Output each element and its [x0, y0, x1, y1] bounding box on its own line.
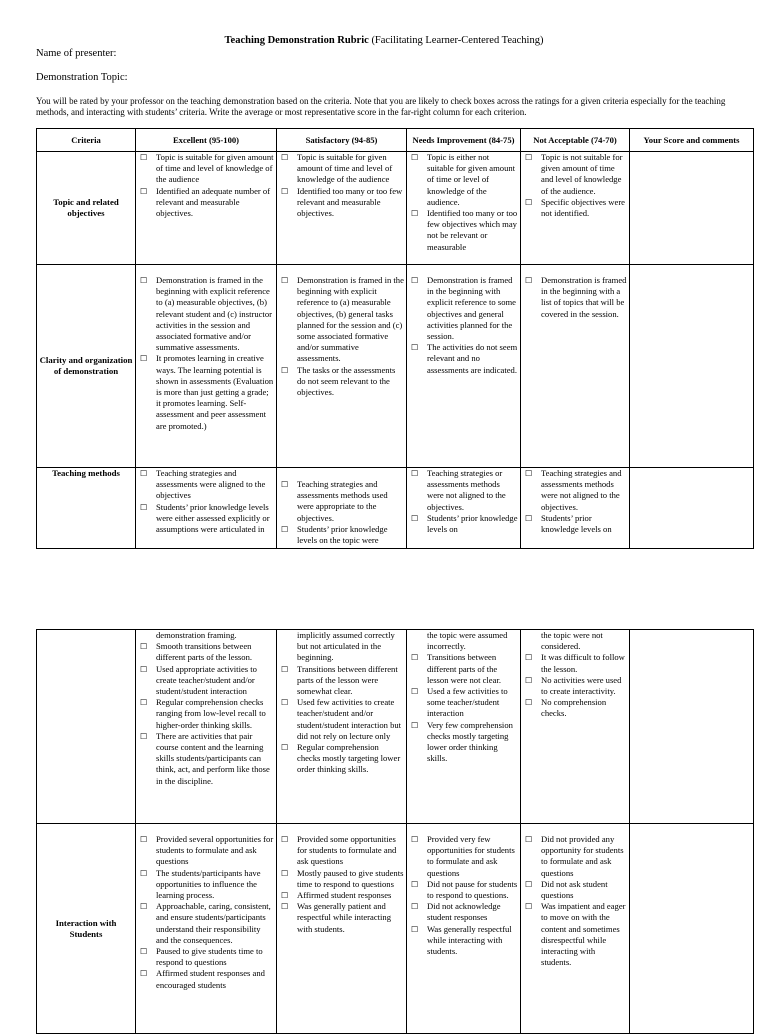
rubric-table-page1 [36, 128, 754, 549]
list-item [279, 901, 404, 935]
criterion-text: Affirmed student responses and encouraged students [156, 968, 265, 990]
checkbox-icon[interactable]: ☐ [140, 835, 148, 844]
criterion-text: Topic is suitable for given amount of time and level of knowledge of the audience [297, 152, 393, 185]
criterion-text: Demonstration is framed in the beginning with a list of topics that will be covered in the session. [541, 275, 627, 319]
rubric-table-page2 [36, 629, 754, 1034]
satisfactory-cell [277, 152, 407, 265]
list-item [138, 353, 274, 431]
criteria-bullet-list [523, 468, 627, 535]
criteria-bullet-list [279, 152, 404, 219]
list-item [138, 502, 274, 536]
excellent-cell [136, 468, 277, 549]
checkbox-icon[interactable]: ☐ [140, 731, 148, 741]
criterion-text: Identified an adequate number of relevant and measurable objectives. [156, 185, 271, 219]
criterion-text: Regular comprehension checks mostly targeting lower order thinking skills. [297, 742, 401, 775]
criteria-bullet-list [279, 479, 404, 546]
continued-text: implicitly assumed correctly but not articulated in the beginning. [297, 630, 395, 663]
checkbox-icon[interactable]: ☐ [281, 835, 289, 844]
criterion-text: Specific objectives were not identified. [541, 196, 625, 219]
criterion-text: The tasks or the assessments do not seem relevant to the objectives. [297, 364, 396, 398]
criterion-text: Used appropriate activities to create teacher/student and/or student/student interaction [156, 663, 257, 697]
checkbox-icon[interactable]: ☐ [525, 197, 533, 207]
criterion-text: Teaching strategies and assessments methods were not aligned to the objectives. [541, 468, 622, 512]
list-item [523, 513, 627, 535]
criterion-text: It was difficult to follow the lesson. [541, 652, 625, 674]
criterion-text: Provided some opportunities for students to formulate and ask questions [297, 834, 397, 867]
row-topic-objectives [37, 152, 754, 265]
list-item [523, 879, 627, 901]
checkbox-icon[interactable]: ☐ [411, 902, 419, 912]
list-item [279, 890, 404, 901]
criterion-text: Demonstration is framed in the beginning with explicit reference to (a) measurable objectives, (b) relevant student and (c) instructor activities in the session and associated formative and/or summative assessments. [156, 275, 272, 353]
checkbox-icon[interactable]: ☐ [140, 186, 148, 196]
criterion-text: Identified too many or too few relevant and measurable objectives. [297, 185, 403, 219]
list-item [409, 152, 518, 208]
checkbox-icon[interactable]: ☐ [525, 675, 533, 685]
list-item [409, 652, 518, 686]
list-item [279, 275, 404, 365]
list-item [138, 664, 274, 698]
checkbox-icon[interactable]: ☐ [281, 153, 289, 162]
criterion-text: No activities were used to create interactivity. [541, 674, 622, 697]
checkbox-icon[interactable]: ☐ [281, 868, 289, 878]
excellent-cell [136, 265, 277, 468]
needs-improvement-cell [407, 468, 521, 549]
document-title [0, 35, 768, 46]
checkbox-icon[interactable]: ☐ [281, 664, 289, 674]
criterion-text: Topic is suitable for given amount of time and level of knowledge of the audience [156, 152, 274, 185]
checkbox-icon[interactable]: ☐ [140, 469, 148, 478]
criterion-text: Did not pause for students to respond to questions. [427, 878, 518, 901]
checkbox-icon[interactable]: ☐ [411, 687, 419, 697]
header-needs-improvement: Needs Improvement (84-75) [407, 129, 521, 152]
score-cell[interactable] [630, 824, 754, 1034]
criterion-text: Approachable, caring, consistent, and ensure students/participants understand their responsibility and the consequences. [156, 901, 271, 945]
criteria-bullet-list [409, 468, 518, 535]
checkbox-icon[interactable]: ☐ [525, 153, 533, 162]
not-acceptable-cell [521, 824, 630, 1034]
row-clarity-organization [37, 265, 754, 468]
list-item [279, 742, 404, 776]
title-bold: Teaching Demonstration Rubric [224, 35, 369, 46]
list-item [279, 365, 404, 399]
criterion-text: Topic is not suitable for given amount of time and level of knowledge of the audience. [541, 152, 623, 196]
row-teaching-methods-continued [37, 630, 754, 824]
list-item [138, 901, 274, 946]
list-item [279, 834, 404, 868]
criteria-bullet-list [409, 652, 518, 764]
list-item [138, 946, 274, 968]
criteria-bullet-list [138, 275, 274, 432]
criterion-text: Smooth transitions between different parts of the lesson. [156, 641, 253, 663]
criteria-bullet-list [523, 834, 627, 968]
checkbox-icon[interactable]: ☐ [525, 879, 533, 889]
checkbox-icon[interactable]: ☐ [140, 969, 148, 979]
criterion-text: The activities do not seem relevant and no assessments are indicated. [427, 342, 518, 375]
checkbox-icon[interactable]: ☐ [411, 343, 419, 353]
criterion-text: Students’ prior knowledge levels on [541, 512, 612, 535]
list-item [138, 968, 274, 990]
checkbox-icon[interactable]: ☐ [281, 524, 289, 534]
checkbox-icon[interactable]: ☐ [281, 365, 289, 375]
criterion-text: Topic is either not suitable for given amount of time or level of knowledge of the audience. [427, 152, 516, 207]
criteria-bullet-list [279, 834, 404, 935]
needs-improvement-cell [407, 630, 521, 824]
checkbox-icon[interactable]: ☐ [140, 502, 148, 512]
checkbox-icon[interactable]: ☐ [525, 835, 533, 844]
list-item [409, 208, 518, 253]
list-item [523, 468, 627, 513]
criterion-text: Regular comprehension checks ranging from low-level recall to higher-order thinking skills. [156, 697, 266, 730]
criteria-bullet-list [409, 152, 518, 253]
list-item [409, 901, 518, 923]
continued-text: the topic were assumed incorrectly. [427, 630, 508, 652]
excellent-cell [136, 152, 277, 265]
criterion-text: It promotes learning in creative ways. The learning potential is shown in assessments (Evaluation is more than just getting a grade; it promotes learning. Self-assessment and peer assessment are promoted.) [156, 353, 274, 431]
satisfactory-cell [277, 824, 407, 1034]
checkbox-icon[interactable]: ☐ [411, 835, 419, 844]
criterion-text: The students/participants have opportunities to influence the learning process. [156, 867, 261, 901]
criterion-text: Demonstration is framed in the beginning with explicit reference to (a) measurable objectives, (b) general tasks planned for the session and (c) some associated formative and/or summative assessments. [297, 275, 404, 364]
criterion-text: Did not acknowledge student responses [427, 901, 501, 923]
not-acceptable-cell [521, 630, 630, 824]
list-item [279, 868, 404, 890]
needs-improvement-cell [407, 152, 521, 265]
criterion-text: Provided very few opportunities for students to formulate and ask questions [427, 834, 515, 878]
checkbox-icon[interactable]: ☐ [140, 276, 148, 285]
list-item [409, 879, 518, 901]
checkbox-icon[interactable]: ☐ [140, 354, 148, 364]
header-satisfactory: Satisfactory (94-85) [277, 129, 407, 152]
header-row [37, 129, 754, 152]
list-item [279, 664, 404, 698]
score-cell[interactable] [630, 468, 754, 549]
criterion-text: Affirmed student responses [297, 890, 392, 901]
criterion-text: Teaching strategies or assessments methods were not aligned to the objectives. [427, 468, 506, 512]
header-excellent: Excellent (95-100) [136, 129, 277, 152]
criterion-text: Students’ prior knowledge levels on [427, 512, 518, 535]
checkbox-icon[interactable]: ☐ [140, 153, 148, 162]
header-score-comments: Your Score and comments [630, 129, 754, 152]
needs-improvement-cell [407, 265, 521, 468]
criterion-text: Demonstration is framed in the beginning with explicit reference to some objectives and general activities planned for the session. [427, 275, 516, 342]
list-item [138, 468, 274, 502]
excellent-cell [136, 824, 277, 1034]
list-item [138, 834, 274, 868]
list-item [138, 641, 274, 663]
checkbox-icon[interactable]: ☐ [411, 209, 419, 219]
criterion-text: Teaching strategies and assessments were aligned to the objectives [156, 468, 266, 501]
criteria-cell: Teaching methods [37, 468, 136, 549]
checkbox-icon[interactable]: ☐ [140, 664, 148, 674]
criteria-bullet-list [138, 641, 274, 787]
criterion-text: Was impatient and eager to move on with the content and sometimes disrespectful while interacting with students. [541, 901, 626, 968]
criterion-text: Transitions between different parts of the lesson were somewhat clear. [297, 663, 398, 697]
list-item [279, 186, 404, 220]
score-cell[interactable] [630, 152, 754, 265]
checkbox-icon[interactable]: ☐ [525, 902, 533, 912]
list-item [138, 697, 274, 731]
criterion-text: Used a few activities to some teacher/student interaction [427, 686, 508, 719]
list-item [523, 152, 627, 197]
checkbox-icon[interactable]: ☐ [140, 947, 148, 957]
checkbox-icon[interactable]: ☐ [281, 698, 289, 708]
list-item [409, 275, 518, 342]
list-item [409, 686, 518, 720]
criterion-text: Did not ask student questions [541, 878, 608, 901]
criterion-text: Students’ prior knowledge levels on the topic were [297, 523, 388, 546]
not-acceptable-cell [521, 265, 630, 468]
satisfactory-cell [277, 468, 407, 549]
criterion-text: Did not provided any opportunity for students to formulate and ask questions [541, 834, 624, 878]
checkbox-icon[interactable]: ☐ [411, 469, 419, 478]
score-cell[interactable] [630, 265, 754, 468]
criteria-bullet-list [523, 652, 627, 719]
list-item [409, 924, 518, 958]
criteria-bullet-list [138, 834, 274, 991]
score-cell[interactable] [630, 630, 754, 824]
checkbox-icon[interactable]: ☐ [411, 879, 419, 889]
criteria-bullet-list [138, 152, 274, 219]
header-criteria: Criteria [37, 129, 136, 152]
checkbox-icon[interactable]: ☐ [525, 653, 533, 663]
criterion-text: Students’ prior knowledge levels were either assessed explicitly or assumptions were articulated in [156, 501, 270, 535]
criteria-cell: Interaction with Students [37, 824, 136, 1034]
list-item [409, 342, 518, 376]
list-item [523, 652, 627, 674]
checkbox-icon[interactable]: ☐ [525, 698, 533, 708]
criterion-text: No comprehension checks. [541, 697, 607, 719]
checkbox-icon[interactable]: ☐ [411, 924, 419, 934]
list-item [279, 697, 404, 742]
checkbox-icon[interactable]: ☐ [525, 513, 533, 523]
checkbox-icon[interactable]: ☐ [411, 513, 419, 523]
checkbox-icon[interactable]: ☐ [411, 153, 419, 162]
checkbox-icon[interactable]: ☐ [140, 642, 148, 652]
satisfactory-cell [277, 265, 407, 468]
row-teaching-methods [37, 468, 754, 549]
checkbox-icon[interactable]: ☐ [411, 720, 419, 730]
checkbox-icon[interactable]: ☐ [281, 743, 289, 753]
presenter-name-label: Name of presenter: [36, 48, 117, 59]
criteria-bullet-list [279, 664, 404, 776]
list-item [138, 275, 274, 353]
list-item [523, 697, 627, 719]
list-item [409, 834, 518, 879]
criteria-cell: Topic and related objectives [37, 152, 136, 265]
list-item [138, 731, 274, 787]
list-item [523, 197, 627, 219]
list-item [279, 152, 404, 186]
title-subtitle: (Facilitating Learner-Centered Teaching) [368, 35, 544, 46]
criterion-text: Teaching strategies and assessments methods used were appropriate to the objectives. [297, 479, 388, 523]
list-item [409, 720, 518, 765]
criterion-text: Very few comprehension checks mostly targeting lower order thinking skills. [427, 719, 513, 764]
criterion-text: Was generally respectful while interacting with students. [427, 923, 512, 957]
checkbox-icon[interactable]: ☐ [140, 698, 148, 708]
criteria-bullet-list [409, 275, 518, 376]
instructions-paragraph: You will be rated by your professor on the teaching demonstration based on the criteria. Note that you are likely to check boxes across the ratings for a given criteria especially for the teaching methods, and interacting with students’ criteria. Write the average or most representative score in the far-right column for each criterion. [36, 96, 726, 117]
criterion-text: Mostly paused to give students time to respond to questions [297, 867, 404, 889]
header-not-acceptable: Not Acceptable (74-70) [521, 129, 630, 152]
continued-text: demonstration framing. [156, 630, 237, 640]
not-acceptable-cell [521, 468, 630, 549]
list-item [138, 152, 274, 186]
checkbox-icon[interactable]: ☐ [281, 276, 289, 285]
list-item [409, 513, 518, 535]
checkbox-icon[interactable]: ☐ [411, 276, 419, 285]
criteria-bullet-list [409, 834, 518, 957]
list-item [523, 675, 627, 697]
criteria-bullet-list [138, 468, 274, 535]
demonstration-topic-label: Demonstration Topic: [36, 72, 128, 83]
criterion-text: Paused to give students time to respond to questions [156, 946, 263, 968]
list-item [409, 468, 518, 513]
not-acceptable-cell [521, 152, 630, 265]
criteria-cell [37, 630, 136, 824]
needs-improvement-cell [407, 824, 521, 1034]
checkbox-icon[interactable]: ☐ [281, 186, 289, 196]
criterion-text: Was generally patient and respectful while interacting with students. [297, 901, 392, 934]
checkbox-icon[interactable]: ☐ [411, 653, 419, 663]
checkbox-icon[interactable]: ☐ [281, 480, 289, 489]
checkbox-icon[interactable]: ☐ [525, 276, 533, 285]
criteria-bullet-list [523, 275, 627, 320]
list-item [138, 868, 274, 902]
checkbox-icon[interactable]: ☐ [281, 891, 289, 901]
list-item [138, 186, 274, 220]
checkbox-icon[interactable]: ☐ [140, 868, 148, 878]
row-interaction-students [37, 824, 754, 1034]
checkbox-icon[interactable]: ☐ [525, 469, 533, 478]
list-item [279, 524, 404, 546]
list-item [523, 901, 627, 968]
list-item [523, 275, 627, 320]
criterion-text: Identified too many or too few objectives which may not be relevant or measurable [427, 208, 518, 252]
list-item [523, 834, 627, 879]
checkbox-icon[interactable]: ☐ [140, 902, 148, 912]
criterion-text: There are activities that pair course content and the learning skills students/participants can think, act, and perform like those in the discipline. [156, 730, 270, 786]
satisfactory-cell [277, 630, 407, 824]
checkbox-icon[interactable]: ☐ [281, 902, 289, 912]
excellent-cell [136, 630, 277, 824]
list-item [279, 479, 404, 524]
continued-text: the topic were not considered. [541, 630, 603, 652]
criteria-bullet-list [279, 275, 404, 398]
criterion-text: Used few activities to create teacher/student and/or student/student interaction but did not rely on lecture only [297, 697, 402, 741]
criterion-text: Transitions between different parts of the lesson were not clear. [427, 652, 501, 685]
criteria-bullet-list [523, 152, 627, 219]
criteria-cell: Clarity and organization of demonstration [37, 265, 136, 468]
criterion-text: Provided several opportunities for students to formulate and ask questions [156, 834, 274, 867]
